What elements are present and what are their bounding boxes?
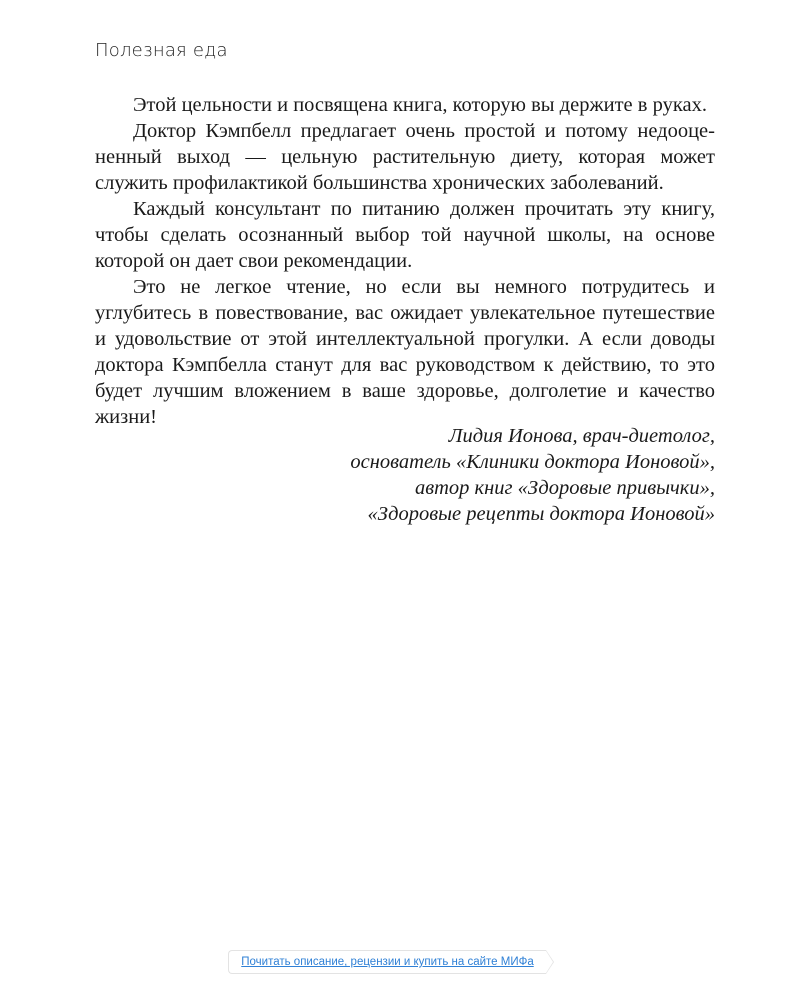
buy-link[interactable]: Почитать описание, рецензии и купить на сайте МИФа xyxy=(228,950,546,974)
signature-line: основатель «Клиники доктора Ионовой», xyxy=(350,451,715,473)
signature-line: «Здоровые рецепты доктора Ионовой» xyxy=(367,503,715,525)
paragraph: Доктор Кэмпбелл предлагает очень простой и потому недооцененный выход — цельную растительную диету, которая может служить профилактикой большинства хронических заболеваний. xyxy=(95,120,715,194)
paragraph: Каждый консультант по питанию должен прочитать эту книгу, чтобы сделать осознанный выбор той научной школы, на основе которой он дает свои рекомендации. xyxy=(95,198,715,272)
body-text xyxy=(95,92,715,430)
author-signature xyxy=(155,423,715,527)
running-title: Полезная еда xyxy=(95,40,228,61)
signature-line: автор книг «Здоровые привычки», xyxy=(414,477,715,499)
signature-line: Лидия Ионова, врач-диетолог, xyxy=(448,425,715,447)
buy-link-container xyxy=(228,950,554,976)
arrow-tab-inner-icon xyxy=(546,951,553,973)
paragraph: Это не легкое чтение, но если вы немного потрудитесь и углубитесь в повествование, вас ожидает увлекательное путешествие и удовольствие от этой интеллектуальной прогулки. А если доводы доктора Кэмпбелла станут для вас руководством к действию, то это будет лучшим вложением в ваше здоровье, долголетие и качество жизни! xyxy=(95,276,715,428)
paragraph: Этой цельности и посвящена книга, которую вы держите в руках. xyxy=(133,94,707,116)
